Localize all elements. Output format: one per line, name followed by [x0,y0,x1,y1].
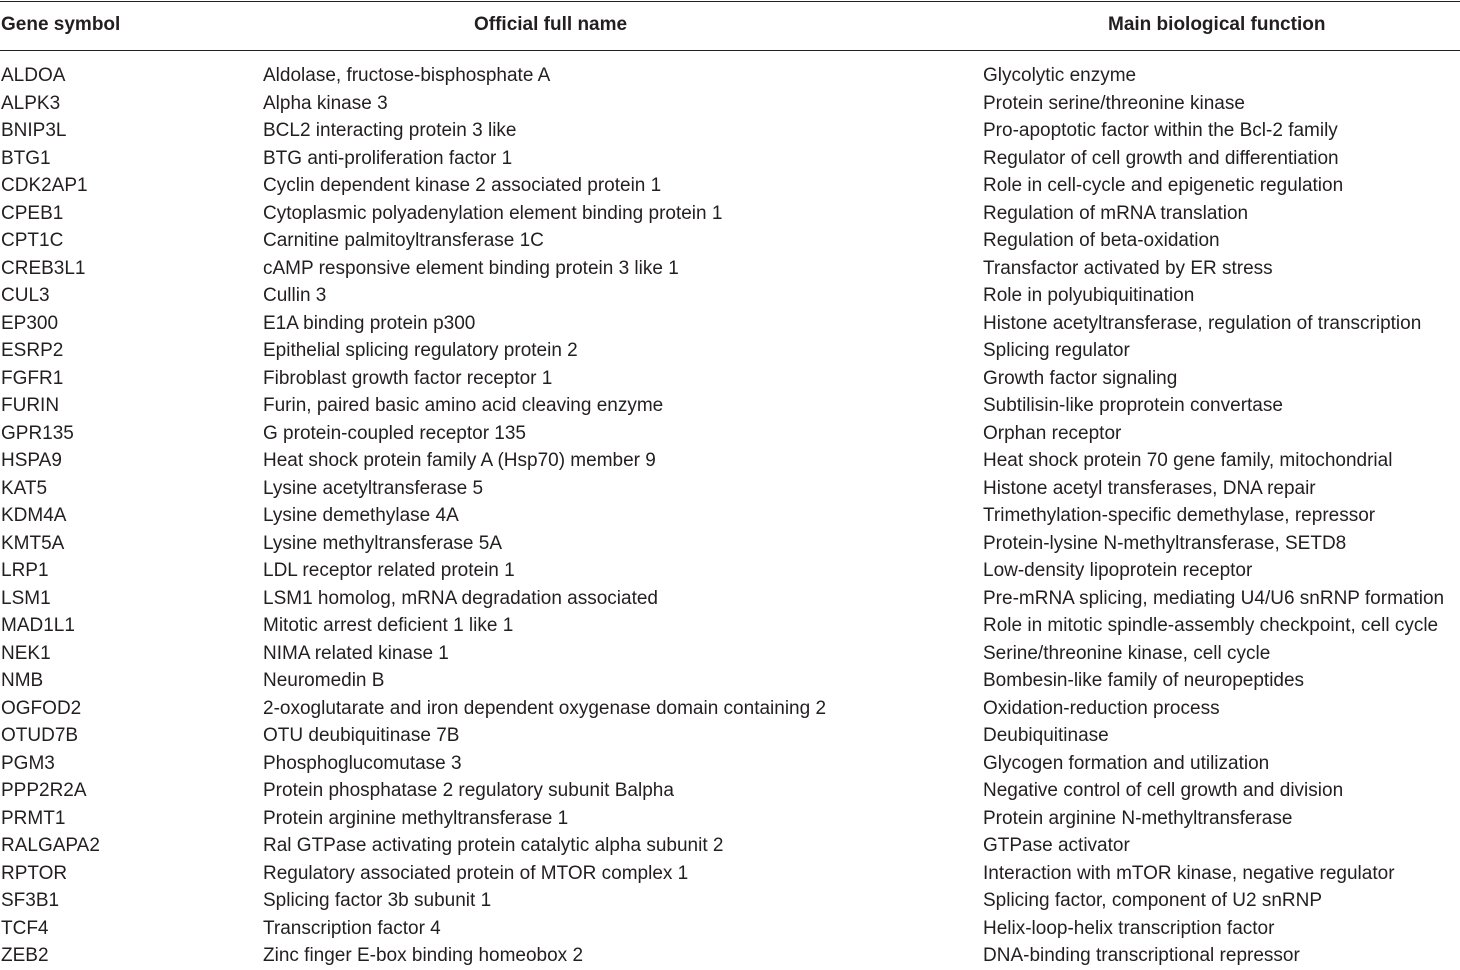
table-row [0,585,1460,613]
cell-main-biological-function: Pre-mRNA splicing, mediating U4/U6 snRNP formation [983,587,1445,609]
cell-gene-symbol: OGFOD2 [1,697,82,719]
cell-gene-symbol: LRP1 [1,560,49,581]
cell-gene-symbol: NEK1 [1,642,51,664]
table-row [0,530,1460,558]
cell-gene-symbol: ZEB2 [1,945,49,966]
table-row [0,420,1460,448]
cell-main-biological-function: Protein serine/threonine kinase [983,92,1245,114]
cell-gene-symbol: FURIN [1,395,60,416]
table-row [0,832,1460,860]
cell-official-full-name: Carnitine palmitoyltransferase 1C [263,230,544,251]
cell-gene-symbol: CPT1C [1,230,64,251]
cell-gene-symbol: KDM4A [1,505,67,526]
cell-main-biological-function: Histone acetyl transferases, DNA repair [983,477,1316,499]
table-row [0,557,1460,585]
cell-official-full-name: Alpha kinase 3 [263,92,388,114]
cell-main-biological-function: Role in polyubiquitination [983,285,1195,306]
cell-official-full-name: OTU deubiquitinase 7B [263,725,460,746]
cell-official-full-name: cAMP responsive element binding protein 3 like 1 [263,257,679,279]
cell-gene-symbol: SF3B1 [1,890,60,911]
cell-main-biological-function: Orphan receptor [983,422,1122,444]
table-row [0,942,1460,970]
table-row [0,282,1460,310]
cell-gene-symbol: RPTOR [1,862,68,884]
cell-main-biological-function: GTPase activator [983,835,1130,856]
table-row [0,805,1460,833]
table-row [0,777,1460,805]
table-row [0,227,1460,255]
cell-official-full-name: Splicing factor 3b subunit 1 [263,890,492,911]
cell-official-full-name: Cyclin dependent kinase 2 associated protein 1 [263,175,662,196]
cell-main-biological-function: Role in mitotic spindle-assembly checkpoint, cell cycle [983,615,1439,636]
header-rule [0,50,1460,51]
table-row [0,860,1460,888]
cell-gene-symbol: EP300 [1,312,59,334]
cell-main-biological-function: Helix-loop-helix transcription factor [983,917,1275,939]
cell-official-full-name: Cullin 3 [263,285,327,306]
cell-official-full-name: Ral GTPase activating protein catalytic alpha subunit 2 [263,835,724,856]
cell-gene-symbol: HSPA9 [1,450,62,471]
cell-official-full-name: LSM1 homolog, mRNA degradation associated [263,587,659,609]
cell-official-full-name: 2-oxoglutarate and iron dependent oxygenase domain containing 2 [263,697,827,719]
cell-official-full-name: BTG anti-proliferation factor 1 [263,147,513,169]
cell-official-full-name: Neuromedin B [263,670,385,691]
cell-gene-symbol: ALPK3 [1,92,61,114]
table-row [0,750,1460,778]
cell-official-full-name: Furin, paired basic amino acid cleaving enzyme [263,395,664,416]
cell-official-full-name: Lysine methyltransferase 5A [263,532,503,554]
cell-main-biological-function: Heat shock protein 70 gene family, mitochondrial [983,450,1393,471]
cell-gene-symbol: KAT5 [1,477,48,499]
table-row [0,722,1460,750]
cell-main-biological-function: Pro-apoptotic factor within the Bcl-2 family [983,120,1338,141]
cell-official-full-name: Zinc finger E-box binding homeobox 2 [263,945,584,966]
cell-main-biological-function: Glycogen formation and utilization [983,752,1270,774]
table-row [0,667,1460,695]
cell-gene-symbol: CUL3 [1,285,50,306]
cell-main-biological-function: Bombesin-like family of neuropeptides [983,670,1305,691]
table-row [0,255,1460,283]
cell-official-full-name: Protein phosphatase 2 regulatory subunit Balpha [263,780,674,801]
table-body [0,62,1460,970]
table-row [0,695,1460,723]
cell-main-biological-function: Low-density lipoprotein receptor [983,560,1253,581]
table-row [0,145,1460,173]
cell-main-biological-function: Transfactor activated by ER stress [983,257,1273,279]
table-header [0,0,1460,51]
cell-main-biological-function: Interaction with mTOR kinase, negative regulator [983,862,1395,884]
cell-official-full-name: LDL receptor related protein 1 [263,560,515,581]
cell-main-biological-function: Glycolytic enzyme [983,65,1137,86]
cell-main-biological-function: DNA-binding transcriptional repressor [983,945,1300,966]
table-row [0,90,1460,118]
cell-main-biological-function: Negative control of cell growth and division [983,780,1344,801]
cell-main-biological-function: Protein arginine N-methyltransferase [983,807,1293,829]
cell-gene-symbol: ALDOA [1,65,66,86]
table-row [0,887,1460,915]
cell-gene-symbol: BNIP3L [1,120,67,141]
cell-official-full-name: Fibroblast growth factor receptor 1 [263,367,553,389]
cell-official-full-name: Cytoplasmic polyadenylation element binding protein 1 [263,202,723,224]
cell-main-biological-function: Splicing regulator [983,340,1130,361]
cell-main-biological-function: Regulation of beta-oxidation [983,230,1220,251]
cell-gene-symbol: CDK2AP1 [1,175,88,196]
cell-main-biological-function: Serine/threonine kinase, cell cycle [983,642,1271,664]
cell-main-biological-function: Regulation of mRNA translation [983,202,1249,224]
table-row [0,915,1460,943]
cell-official-full-name: G protein-coupled receptor 135 [263,422,526,444]
table-row [0,200,1460,228]
cell-gene-symbol: OTUD7B [1,725,79,746]
cell-gene-symbol: CPEB1 [1,202,64,224]
cell-gene-symbol: PRMT1 [1,807,66,829]
table-row [0,447,1460,475]
header-main-biological-function: Main biological function [1108,14,1326,35]
cell-official-full-name: Epithelial splicing regulatory protein 2 [263,340,578,361]
header-official-full-name: Official full name [474,14,628,35]
table-row [0,62,1460,90]
cell-official-full-name: BCL2 interacting protein 3 like [263,120,517,141]
cell-gene-symbol: GPR135 [1,422,74,444]
cell-official-full-name: Lysine acetyltransferase 5 [263,477,484,499]
table-row [0,310,1460,338]
cell-gene-symbol: RALGAPA2 [1,835,100,856]
cell-main-biological-function: Protein-lysine N-methyltransferase, SETD8 [983,532,1347,554]
table-row [0,475,1460,503]
cell-gene-symbol: MAD1L1 [1,615,75,636]
table-row [0,365,1460,393]
cell-gene-symbol: NMB [1,670,44,691]
cell-gene-symbol: PPP2R2A [1,780,87,801]
cell-official-full-name: Phosphoglucomutase 3 [263,752,462,774]
cell-main-biological-function: Splicing factor, component of U2 snRNP [983,890,1323,911]
cell-official-full-name: E1A binding protein p300 [263,312,476,334]
table-row [0,392,1460,420]
table-row [0,172,1460,200]
cell-official-full-name: NIMA related kinase 1 [263,642,449,664]
cell-official-full-name: Transcription factor 4 [263,917,441,939]
header-gene-symbol: Gene symbol [1,14,121,35]
cell-main-biological-function: Histone acetyltransferase, regulation of transcription [983,312,1422,334]
cell-gene-symbol: TCF4 [1,917,49,939]
cell-official-full-name: Mitotic arrest deficient 1 like 1 [263,615,514,636]
cell-gene-symbol: ESRP2 [1,340,64,361]
cell-gene-symbol: PGM3 [1,752,55,774]
cell-official-full-name: Regulatory associated protein of MTOR complex 1 [263,862,689,884]
cell-main-biological-function: Role in cell-cycle and epigenetic regulation [983,175,1344,196]
cell-gene-symbol: KMT5A [1,532,65,554]
cell-main-biological-function: Deubiquitinase [983,725,1109,746]
cell-main-biological-function: Oxidation-reduction process [983,697,1220,719]
cell-gene-symbol: FGFR1 [1,367,64,389]
table-row [0,502,1460,530]
table-row [0,117,1460,145]
table-row [0,612,1460,640]
cell-official-full-name: Heat shock protein family A (Hsp70) member 9 [263,450,656,471]
cell-main-biological-function: Subtilisin-like proprotein convertase [983,395,1283,416]
cell-main-biological-function: Trimethylation-specific demethylase, repressor [983,505,1376,526]
table-row [0,640,1460,668]
table-row [0,337,1460,365]
cell-main-biological-function: Regulator of cell growth and differentiation [983,147,1339,169]
cell-official-full-name: Protein arginine methyltransferase 1 [263,807,569,829]
cell-main-biological-function: Growth factor signaling [983,367,1178,389]
cell-gene-symbol: BTG1 [1,147,51,169]
cell-official-full-name: Lysine demethylase 4A [263,505,459,526]
cell-gene-symbol: CREB3L1 [1,257,86,279]
cell-gene-symbol: LSM1 [1,587,51,609]
cell-official-full-name: Aldolase, fructose-bisphosphate A [263,65,551,86]
